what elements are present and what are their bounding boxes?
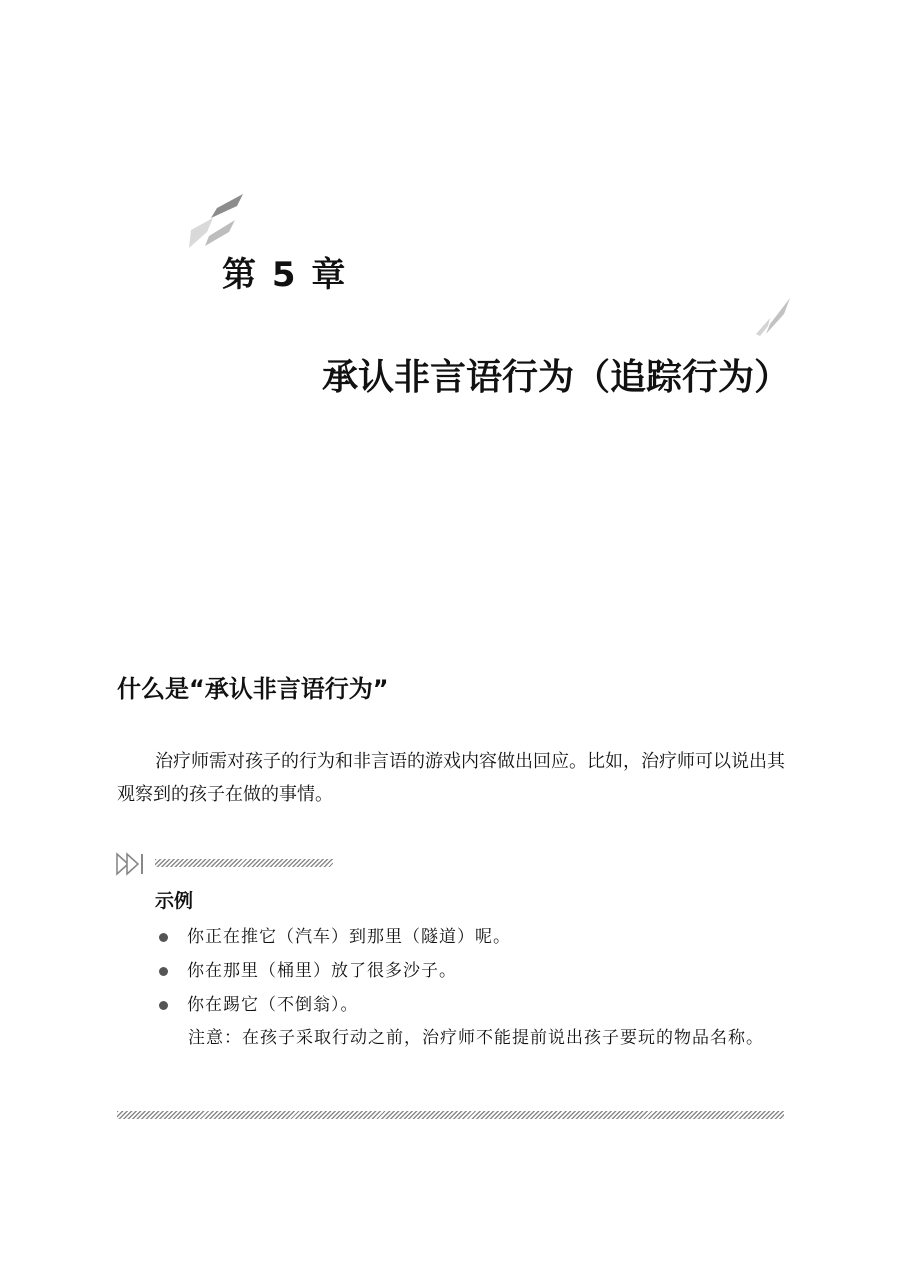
fast-forward-icon [116, 852, 146, 876]
list-item [155, 954, 511, 988]
chapter-number: 第 5 章 [222, 255, 348, 295]
example-bottom-rule [117, 1111, 784, 1119]
title-shards-icon [752, 296, 792, 336]
bullet-icon [159, 967, 168, 976]
section-heading: 什么是“承认非言语行为” [117, 675, 389, 703]
list-item [155, 920, 511, 954]
example-label: 示例 [155, 890, 194, 912]
example-item-text: 你正在推它（汽车）到那里（隧道）呢。 [187, 927, 511, 947]
bullet-icon [159, 933, 168, 942]
chapter-shards-icon [185, 192, 247, 250]
example-item-text: 你在踢它（不倒翁）。 [187, 995, 359, 1015]
body-paragraph: 治疗师需对孩子的行为和非言语的游戏内容做出回应。比如，治疗师可以说出其观察到的孩子在做的事情。 [117, 751, 785, 805]
example-item-text: 你在那里（桶里）放了很多沙子。 [187, 961, 457, 981]
list-item [155, 988, 511, 1022]
chapter-title: 承认非言语行为（追踪行为） [321, 357, 790, 398]
example-list [155, 920, 511, 1022]
bullet-icon [159, 1001, 168, 1010]
example-top-rule [155, 859, 333, 867]
example-note: 注意：在孩子采取行动之前，治疗师不能提前说出孩子要玩的物品名称。 [188, 1028, 764, 1048]
